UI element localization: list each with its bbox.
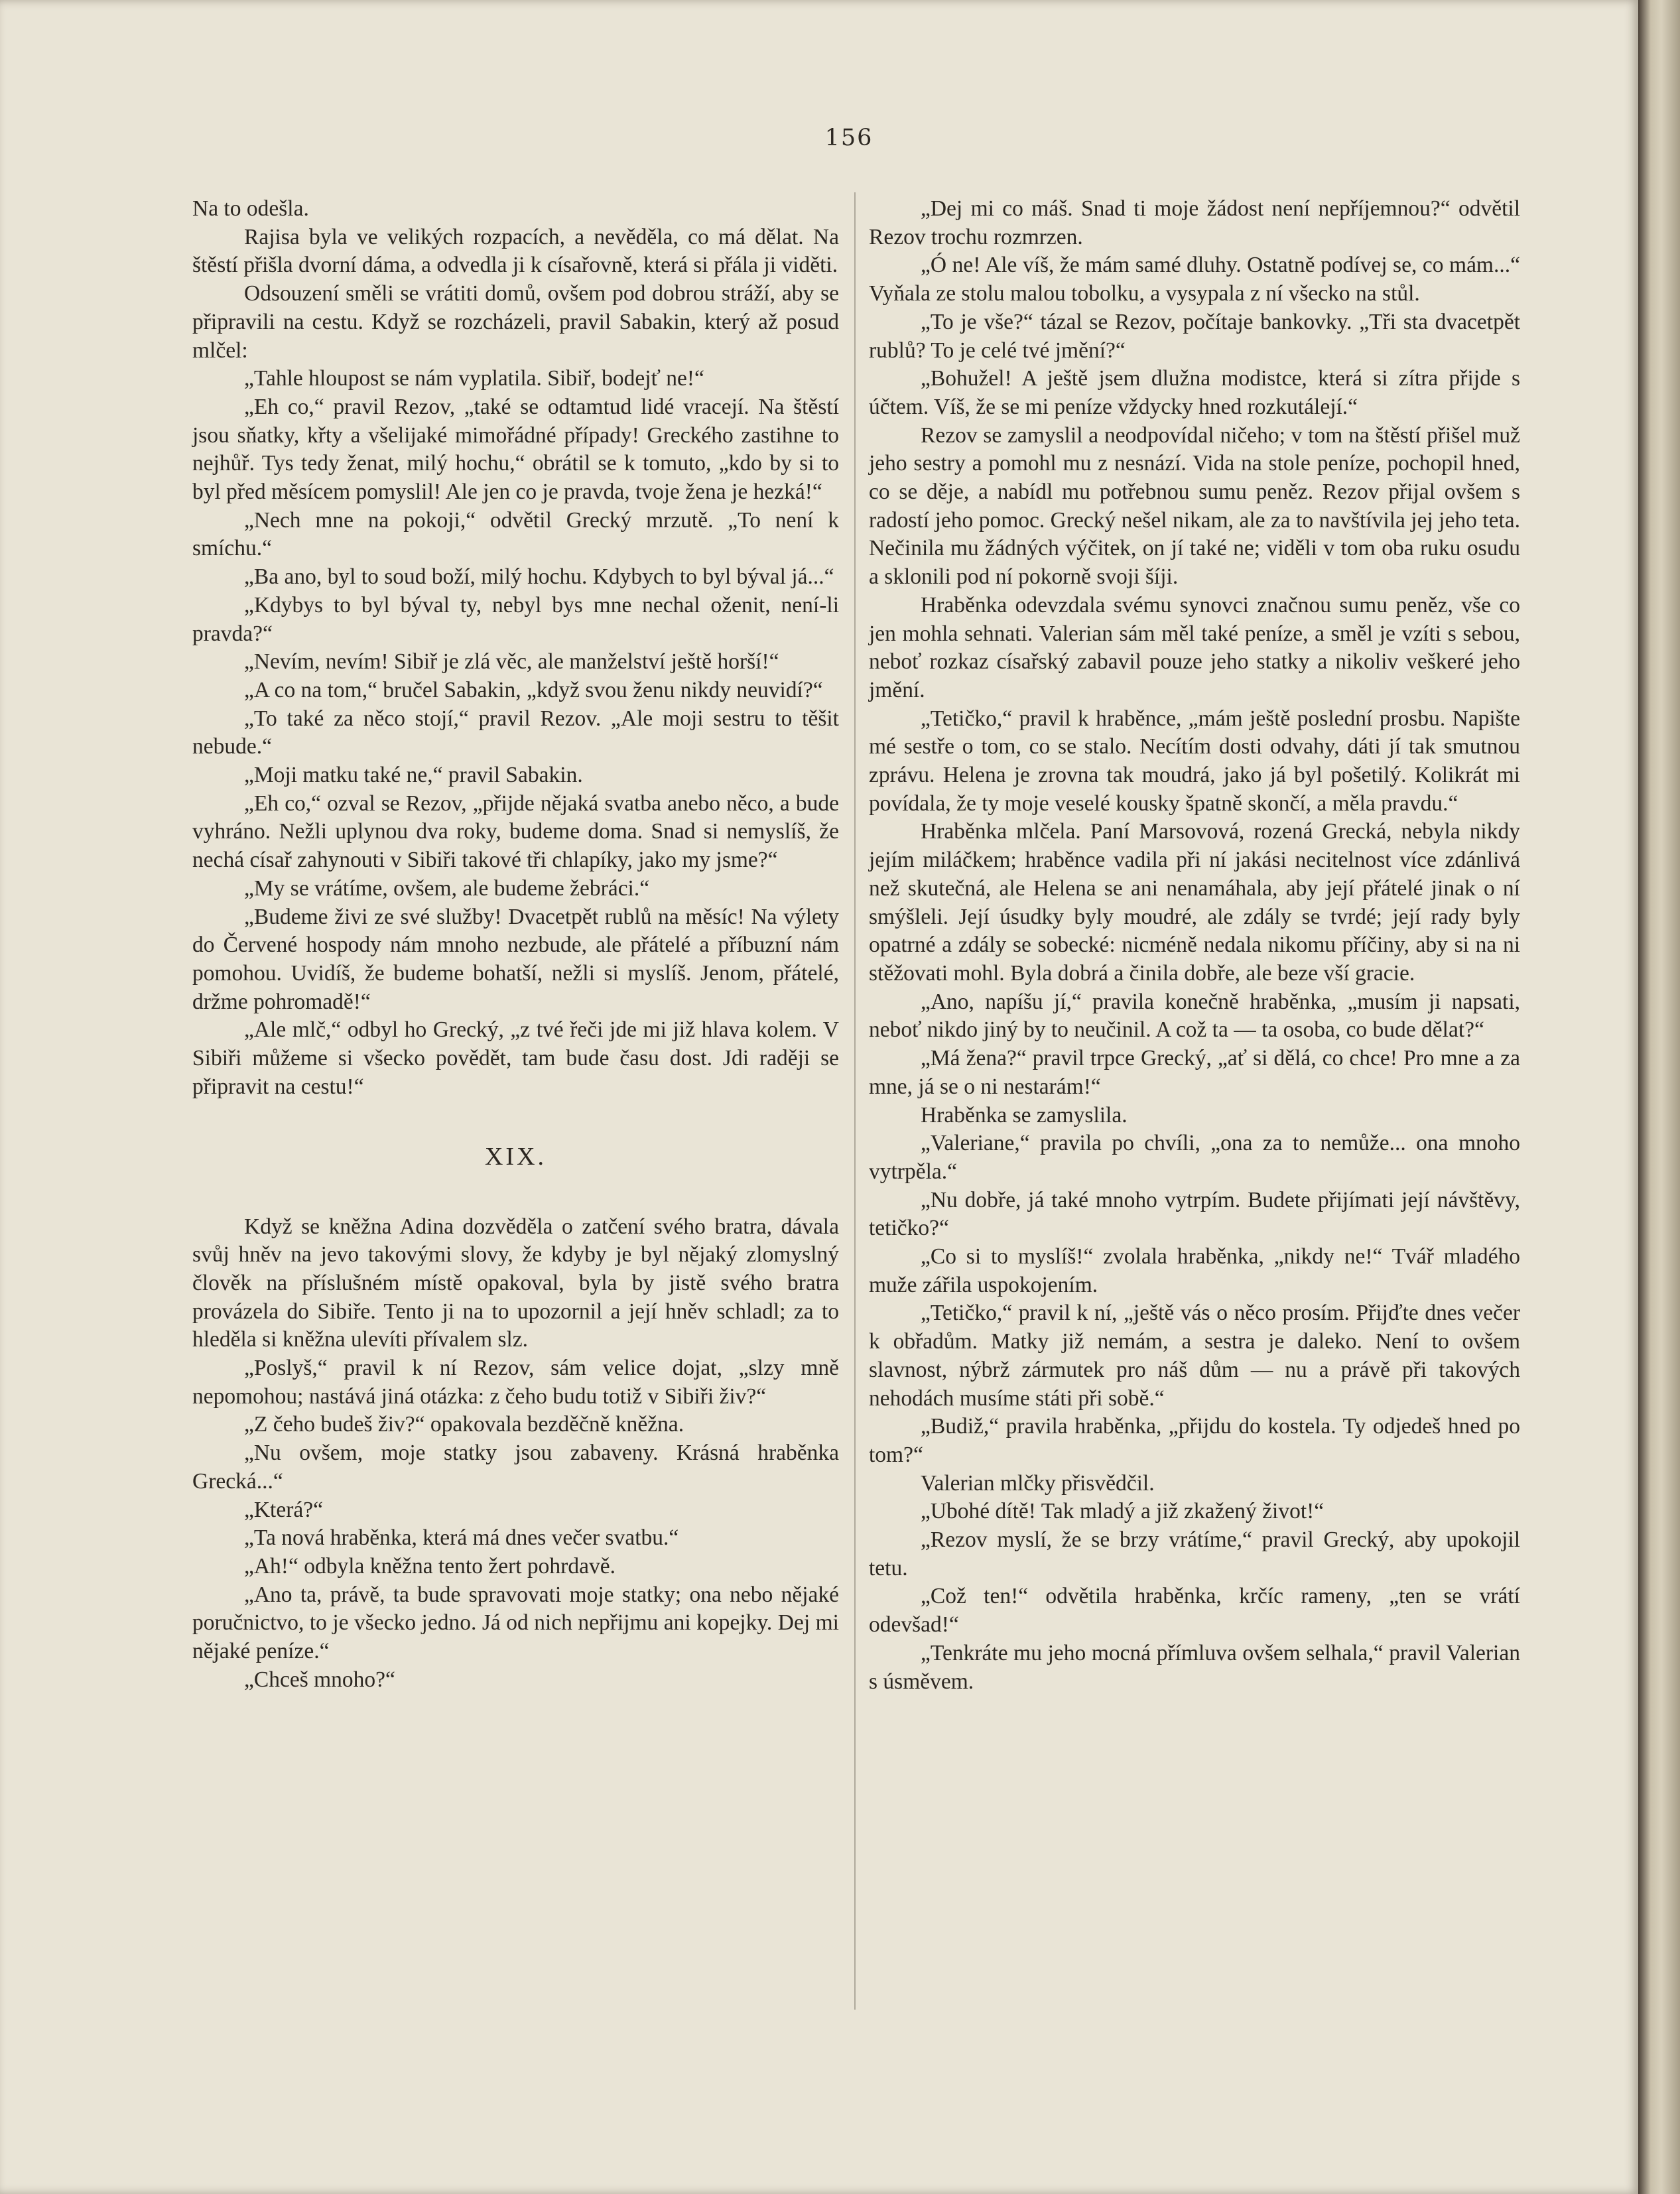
paragraph: Rezov se zamyslil a neodpovídal ničeho; v tom na štěstí přišel muž jeho sestry a pomohl mu z nesnází. Vida na stole peníze, pochopil hned, co se děje, a nabídl mu potřebnou sumu peněz. Rezov přijal ovšem s radostí jeho pomoc. Grecký nešel nikam, ale za to navštívila jej jeho teta. Nečinila mu žádných výčitek, on jí také ne; viděli v tom oba ruku osudu a sklonili pod ní pokorně svoji šíji. xyxy=(869,422,1520,590)
paragraph: „Nech mne na pokoji,“ odvětil Grecký mrzutě. „To není k smíchu.“ xyxy=(192,507,839,561)
paragraph: „Ano, napíšu jí,“ pravila konečně hraběnka, „musím ji napsati, neboť nikdo jiný by to neučinil. A což ta — ta osoba, co bude dělat?“ xyxy=(869,989,1520,1043)
paragraph: „Z čeho budeš živ?“ opakovala bezděčně kněžna. xyxy=(244,1412,684,1437)
paragraph: „To je vše?“ tázal se Rezov, počítaje bankovky. „Tři sta dvacetpět rublů? To je celé tvé jmění?“ xyxy=(869,309,1520,363)
paragraph: „Budiž,“ pravila hraběnka, „přijdu do kostela. Ty odjedeš hned po tom?“ xyxy=(869,1414,1520,1467)
paragraph: „Eh co,“ pravil Rezov, „také se odtamtud lidé vracejí. Na štěstí jsou sňatky, křty a všelijaké mimořádné případy! Greckého zastihne to nejhůř. Tys tedy ženat, milý hochu,“ obrátil se k tomuto, „kdo by si to byl před měsícem pomyslil! Ale jen co je pravda, tvoje žena je hezká!“ xyxy=(192,394,839,505)
right-column-text xyxy=(869,195,1520,1696)
paragraph: „Eh co,“ ozval se Rezov, „přijde nějaká svatba anebo něco, a bude vyhráno. Nežli uplynou dva roky, budeme doma. Snad si nemyslíš, že nechá císař zahynouti v Sibiři takové tři chlapíky, jako my jsme?“ xyxy=(192,791,839,873)
paragraph: „My se vrátíme, ovšem, ale budeme žebráci.“ xyxy=(244,875,650,901)
left-column-text-before-heading xyxy=(192,195,839,1102)
paragraph: „Valeriane,“ pravila po chvíli, „ona za to nemůže... ona mnoho vytrpěla.“ xyxy=(869,1131,1520,1184)
paragraph: Odsouzení směli se vrátiti domů, ovšem pod dobrou stráží, aby se připravili na cestu. Když se rozcházeli, pravil Sabakin, který až posud mlčel: xyxy=(192,281,839,363)
paragraph: „Což ten!“ odvětila hraběnka, krčíc rameny, „ten se vrátí odevšad!“ xyxy=(869,1584,1520,1638)
paragraph: Hraběnka odevzdala svému synovci značnou sumu peněz, vše co jen mohla sehnati. Valerian sám měl také peníze, a směl je vzíti s sebou, neboť rozkaz císařský zabavil pouze jeho statky a nikoliv veškeré jeho jmění. xyxy=(869,592,1520,702)
paragraph: „Budeme živi ze své služby! Dvacetpět rublů na měsíc! Na výlety do Červené hospody nám mnoho nezbude, ale přátelé a příbuzní nám pomohou. Uvidíš, že budeme bohatší, nežli si myslíš. Jenom, přátelé, držme pohromadě!“ xyxy=(192,904,839,1014)
paragraph: „Co si to myslíš!“ zvolala hraběnka, „nikdy ne!“ Tvář mladého muže zářila uspokojením. xyxy=(869,1244,1520,1297)
paragraph: „Ah!“ odbyla kněžna tento žert pohrdavě. xyxy=(244,1553,615,1579)
paragraph: „Tenkráte mu jeho mocná přímluva ovšem selhala,“ pravil Valerian s úsměvem. xyxy=(869,1640,1520,1694)
paragraph: „Bohužel! A ještě jsem dlužna modistce, která si zítra přijde s účtem. Víš, že se mi peníze vždycky hned rozkutálejí.“ xyxy=(869,366,1520,419)
paragraph: Když se kněžna Adina dozvěděla o zatčení svého bratra, dávala svůj hněv na jevo takovými slovy, že kdyby je byl nějaký zlomyslný člověk na příslušném místě opakoval, byla by jistě svého bratra provázela do Sibiře. Tento ji na to upozornil a její hněv schladl; za to hleděla si kněžna ulevíti přívalem slz. xyxy=(192,1214,839,1352)
left-column-text-after-heading xyxy=(192,1213,839,1695)
column-divider xyxy=(854,192,856,2010)
paragraph: „Rezov myslí, že se brzy vrátíme,“ pravil Grecký, aby upokojil tetu. xyxy=(869,1527,1520,1581)
page-number: 156 xyxy=(824,125,873,151)
paragraph: Hraběnka mlčela. Paní Marsovová, rozená Grecká, nebyla nikdy jejím miláčkem; hraběnce vadila při ní jakási necitelnost více zdánlivá než skutečná, ale Helena se ani nenamáhala, aby její přátelé jinak o ní smýšleli. Její úsudky byly moudré, ale zdály se tvrdé; její rady byly opatrné a zdály se sobecké: nicméně nedala nikomu příčiny, aby si na ni stěžovati mohl. Byla dobrá a činila dobře, ale beze vší gracie. xyxy=(869,819,1520,986)
paragraph: „Tahle hloupost se nám vyplatila. Sibiř, bodejť ne!“ xyxy=(244,366,704,391)
paragraph: „Tetičko,“ pravil k hraběnce, „mám ještě poslední prosbu. Napište mé sestře o tom, co se stalo. Necítím dosti odvahy, dáti jí tak smutnou zprávu. Helena je zrovna tak moudrá, jako já byl pošetilý. Kolikrát mi povídala, že ty moje veselé kousky špatně skončí, a měla pravdu.“ xyxy=(869,706,1520,816)
paragraph: „Kdybys to byl býval ty, nebyl bys mne nechal oženit, není-li pravda?“ xyxy=(192,592,839,646)
paragraph: „Poslyš,“ pravil k ní Rezov, sám velice dojat, „slzy mně nepomohou; nastává jiná otázka: z čeho budu totiž v Sibiři živ?“ xyxy=(192,1356,839,1409)
paragraph: „Nevím, nevím! Sibiř je zlá věc, ale manželství ještě horší!“ xyxy=(244,649,779,675)
paragraph: Na to odešla. xyxy=(192,196,309,221)
paragraph: „Ano ta, právě, ta bude spravovati moje statky; ona nebo nějaké poručnictvo, to je všecko jedno. Já od nich nepřijmu ani kopejky. Dej mi nějaké peníze.“ xyxy=(192,1582,839,1664)
paragraph: „To také za něco stojí,“ pravil Rezov. „Ale moji sestru to těšit nebude.“ xyxy=(192,706,839,759)
paragraph: „Která?“ xyxy=(244,1497,324,1522)
paragraph: „Ale mlč,“ odbyl ho Grecký, „z tvé řeči jde mi již hlava kolem. V Sibiři můžeme si všecko povědět, tam bude času dost. Jdi raději se připravit na cestu!“ xyxy=(192,1017,839,1099)
paragraph: „Ó ne! Ale víš, že mám samé dluhy. Ostatně podívej se, co mám...“ Vyňala ze stolu malou tobolku, a vysypala z ní všecko na stůl. xyxy=(869,253,1520,306)
paragraph: „Tetičko,“ pravil k ní, „ještě vás o něco prosím. Přijďte dnes večer k obřadům. Matky již nemám, a sestra je daleko. Není to ovšem slavnost, nýbrž zármutek pro náš dům — nu a právě při takových nehodách musíme státi při sobě.“ xyxy=(869,1301,1520,1411)
left-column xyxy=(192,195,839,1694)
paragraph: „Dej mi co máš. Snad ti moje žádost není nepříjemnou?“ odvětil Rezov trochu rozmrzen. xyxy=(869,196,1520,249)
paragraph: „Nu dobře, já také mnoho vytrpím. Budete přijímati její návštěvy, tetičko?“ xyxy=(869,1187,1520,1241)
paragraph: Valerian mlčky přisvědčil. xyxy=(921,1470,1155,1496)
paragraph: „Chceš mnoho?“ xyxy=(244,1667,395,1692)
book-spine-edge xyxy=(1638,0,1680,2194)
chapter-heading: XIX. xyxy=(484,1142,547,1171)
paragraph: Hraběnka se zamyslila. xyxy=(921,1102,1128,1128)
paragraph: „Má žena?“ pravil trpce Grecký, „ať si dělá, co chce! Pro mne a za mne, já se o ni nestarám!“ xyxy=(869,1046,1520,1099)
paragraph: Rajisa byla ve velikých rozpacích, a nevěděla, co má dělat. Na štěstí přišla dvorní dáma, a odvedla ji k císařovně, která si přála ji viděti. xyxy=(192,224,839,278)
paragraph: „Ubohé dítě! Tak mladý a již zkažený život!“ xyxy=(921,1499,1325,1524)
right-column xyxy=(869,195,1520,1696)
paragraph: „Moji matku také ne,“ pravil Sabakin. xyxy=(244,763,583,788)
paragraph: „Ta nová hraběnka, která má dnes večer svatbu.“ xyxy=(244,1525,679,1551)
paragraph: „Nu ovšem, moje statky jsou zabaveny. Krásná hraběnka Grecká...“ xyxy=(192,1441,839,1494)
paragraph: „A co na tom,“ bručel Sabakin, „když svou ženu nikdy neuvidí?“ xyxy=(244,677,823,702)
paragraph: „Ba ano, byl to soud boží, milý hochu. Kdybych to byl býval já...“ xyxy=(244,564,834,590)
